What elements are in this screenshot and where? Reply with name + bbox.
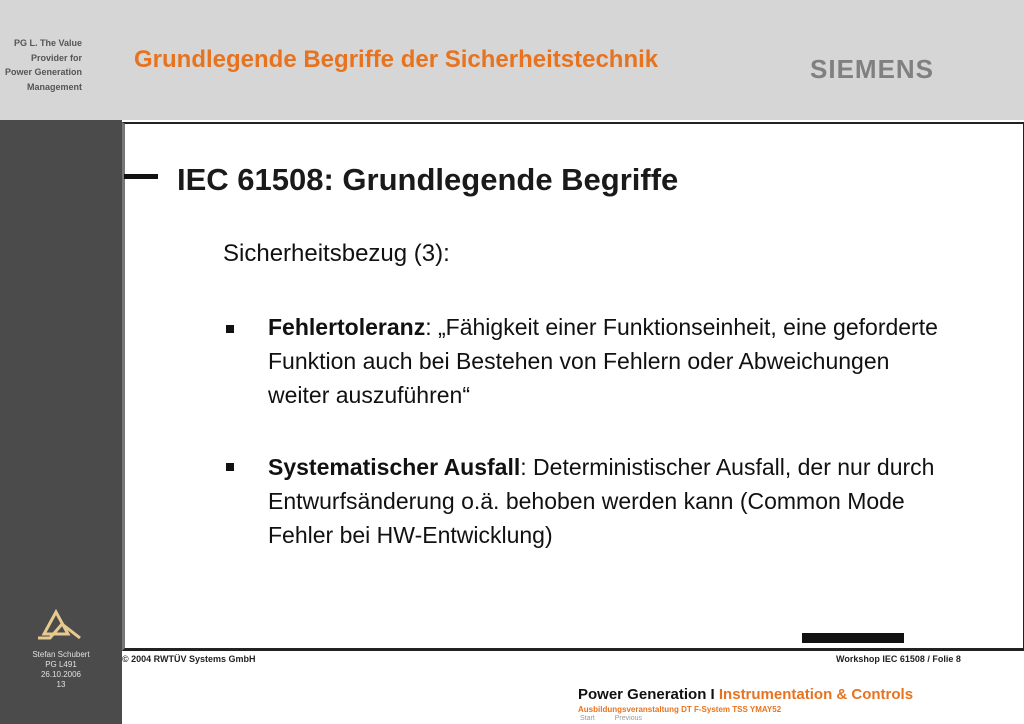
bullet-marker [226, 325, 234, 333]
start-link[interactable]: Start [580, 715, 595, 722]
header-bar [0, 0, 1024, 120]
footer-division [578, 686, 913, 703]
redaction-bar [802, 633, 904, 643]
page-title: Grundlegende Begriffe der Sicherheitstechnik [134, 46, 659, 73]
siemens-logo: SIEMENS [810, 54, 935, 84]
copyright-notice: © 2004 RWTÜV Systems GmbH [122, 654, 256, 664]
heading-dash [124, 174, 158, 179]
bullet-definition: : Deterministischer Ausfall, der nur durch Entwurfsänderung o.ä. behoben werden kann (Common Mode Fehler bei HW-Entwicklung) [268, 454, 935, 548]
slide-heading: IEC 61508: Grundlegende Begriffe [177, 162, 679, 197]
bullet-term: Fehlertoleranz [268, 314, 426, 340]
date: 26.10.2006 [40, 670, 82, 679]
org-line: PG L. The Value [13, 38, 82, 48]
org-description [0, 36, 82, 94]
org-line: Provider for [30, 52, 82, 63]
workshop-reference: Workshop IEC 61508 / Folie 8 [836, 654, 961, 664]
course-title: Ausbildungsveranstaltung DT F-System TSS YMAY52 [578, 705, 782, 714]
bullet-term: Systematischer Ausfall [268, 454, 521, 480]
division-name: Power Generation [578, 686, 707, 703]
page-number: 13 [56, 680, 66, 689]
org-line: Power Generation [4, 67, 82, 77]
bullet-text [268, 450, 948, 552]
company-emblem-icon [36, 608, 84, 642]
department: PG L491 [45, 660, 77, 669]
footer-separator: I [710, 686, 715, 703]
author-name: Stefan Schubert [32, 650, 90, 659]
slide-meta [14, 650, 108, 690]
bullet-marker [226, 463, 234, 471]
bullet-text [268, 310, 948, 412]
bullet-definition: : „Fähigkeit einer Funktionseinheit, eine geforderte Funktion auch bei Bestehen von Fehlern oder Abweichungen weiter auszuführen“ [268, 314, 938, 408]
slide-subheading: Sicherheitsbezug (3): [223, 240, 450, 267]
footer-nav [580, 715, 660, 722]
scanned-slide [122, 120, 1024, 668]
unit-name: Instrumentation & Controls [718, 686, 914, 703]
org-line: Management [26, 81, 82, 92]
previous-link[interactable]: Previous [614, 715, 642, 722]
